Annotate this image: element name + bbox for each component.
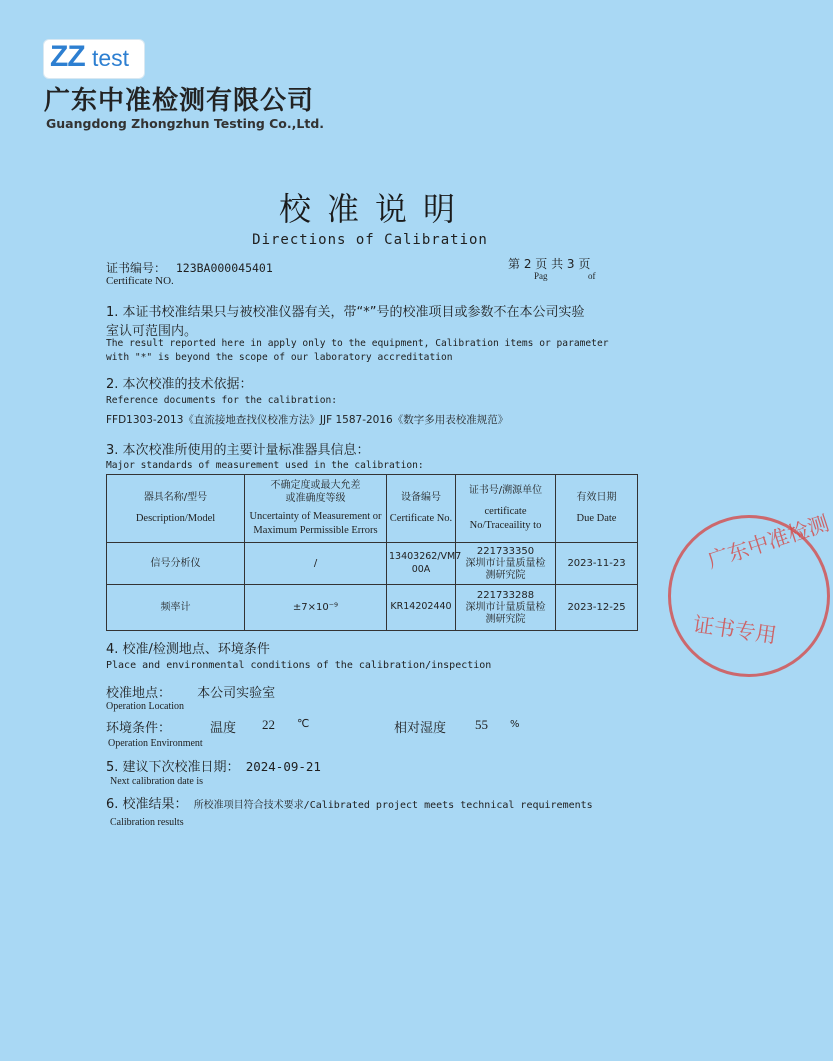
- header-equipment-cn: 设备编号: [401, 491, 441, 503]
- table-row: [107, 543, 638, 585]
- table-header-cell: [107, 475, 245, 543]
- env-label: 环境条件：: [106, 721, 172, 736]
- humidity-unit: %: [510, 719, 520, 730]
- stamp-text-top: 广东中准检测: [704, 511, 832, 573]
- page-indicator-cn: 第 2 页 共 3 页: [508, 257, 591, 271]
- temperature-unit: ℃: [297, 717, 310, 730]
- company-name-en: Guangdong Zhongzhun Testing Co.,Ltd.: [46, 116, 325, 131]
- page-title-en: Directions of Calibration: [252, 232, 488, 248]
- location-label-en: Operation Location: [106, 701, 185, 712]
- header-equipment-en: Certificate No.: [389, 513, 453, 525]
- section4-heading-en: Place and environmental conditions of the calibration/inspection: [106, 660, 492, 671]
- table-header-cell: [456, 475, 556, 543]
- table-header-row: [107, 475, 638, 543]
- env-label-en: Operation Environment: [108, 738, 203, 749]
- header-traceability-en: certificate No/Traceaility to: [469, 506, 542, 532]
- section1-cn-line1: 1. 本证书校准结果只与被校准仪器有关，带“*”号的校准项目或参数不在本公司实验: [106, 305, 585, 320]
- temperature-label: 温度: [210, 721, 237, 736]
- section2-heading-en: Reference documents for the calibration:: [106, 395, 338, 406]
- calibration-result-label-en: Calibration results: [110, 817, 184, 828]
- page-indicator-en-of: of: [588, 271, 596, 281]
- row2-due-date: 2023-12-25: [556, 585, 638, 631]
- company-name-cn: 广东中准检测有限公司: [44, 86, 315, 116]
- row1-name: 信号分析仪: [107, 543, 245, 585]
- certificate-label-cn: 证书编号：: [106, 261, 167, 275]
- table-row: [107, 585, 638, 631]
- row2-name: 频率计: [107, 585, 245, 631]
- calibration-result-row: [106, 793, 593, 812]
- location-row: [106, 682, 275, 701]
- header-due-date-cn: 有效日期: [576, 491, 617, 503]
- section3-heading-en: Major standards of measurement used in the calibration:: [106, 460, 424, 471]
- table-header-cell: [387, 475, 456, 543]
- logo-zz-text: ZZ: [50, 40, 85, 73]
- stamp-text-bottom: 证书专用: [691, 612, 779, 648]
- next-calibration-label: 5. 建议下次校准日期：: [106, 760, 240, 775]
- row2-uncertainty: ±7×10⁻⁹: [245, 585, 387, 631]
- header-uncertainty-cn: 不确定度或最大允差 或准确度等级: [270, 479, 361, 505]
- next-calibration-row: [106, 756, 321, 775]
- certificate-number-row: [106, 259, 273, 276]
- certificate-label-en: Certificate NO.: [106, 275, 174, 287]
- company-seal-stamp: [668, 511, 832, 677]
- row1-traceability: 221733350 深圳市计量质量检 测研究院: [456, 543, 556, 585]
- company-logo: [44, 40, 144, 78]
- row2-traceability: 221733288 深圳市计量质量检 测研究院: [456, 585, 556, 631]
- header-description-cn: 器具名称/型号: [143, 491, 208, 503]
- next-calibration-date: 2024-09-21: [245, 759, 321, 774]
- row1-uncertainty: /: [245, 543, 387, 585]
- row1-due-date: 2023-11-23: [556, 543, 638, 585]
- section3-heading-cn: 3. 本次校准所使用的主要计量标准器具信息：: [106, 443, 370, 458]
- calibration-result-value: 所校准项目符合技术要求/Calibrated project meets technical requirements: [193, 800, 593, 811]
- page-title-cn: 校准说明: [278, 190, 471, 228]
- section1-cn-line2: 室认可范围内。: [106, 324, 198, 339]
- row1-equipment-no: 13403262/VM7 00A: [387, 543, 456, 585]
- section4-heading-cn: 4. 校准/检测地点、环境条件: [106, 642, 270, 657]
- temperature-value: 22: [262, 717, 275, 732]
- location-value: 本公司实验室: [197, 686, 276, 701]
- page-indicator-en-page: Pag: [534, 271, 548, 281]
- standards-table: [106, 474, 638, 631]
- section1-en-line2: with "*" is beyond the scope of our laboratory accreditation: [106, 352, 453, 363]
- humidity-value: 55: [475, 717, 488, 732]
- table-header-cell: [556, 475, 638, 543]
- row2-equipment-no: KR14202440: [387, 585, 456, 631]
- header-uncertainty-en: Uncertainty of Measurement or Maximum Permissible Errors: [249, 510, 382, 536]
- table-header-cell: [245, 475, 387, 543]
- section1-en-line1: The result reported here in apply only to the equipment, Calibration items or parameter: [106, 338, 609, 349]
- header-traceability-cn: 证书号/溯源单位: [468, 484, 543, 496]
- humidity-label: 相对湿度: [394, 721, 447, 736]
- section2-heading-cn: 2. 本次校准的技术依据：: [106, 377, 253, 392]
- location-label: 校准地点：: [106, 686, 172, 701]
- certificate-number: 123BA000045401: [175, 261, 273, 275]
- logo-test-text: test: [92, 45, 130, 71]
- section2-reference-docs: FFD1303-2013《直流接地查找仪校准方法》JJF 1587-2016《数字多用表校准规范》: [106, 414, 509, 426]
- next-calibration-label-en: Next calibration date is: [110, 776, 204, 787]
- header-description-en: Description/Model: [135, 513, 216, 525]
- header-due-date-en: Due Date: [576, 513, 617, 525]
- calibration-result-label: 6. 校准结果：: [106, 797, 188, 812]
